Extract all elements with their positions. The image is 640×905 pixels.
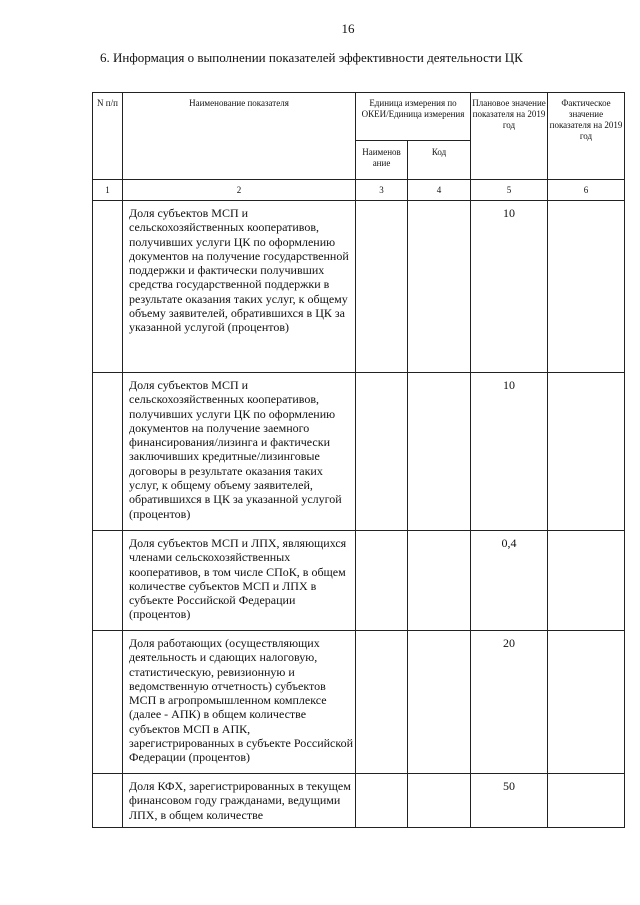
unit-name-cell <box>356 201 408 373</box>
row-num <box>93 373 123 531</box>
column-number: 6 <box>548 180 625 201</box>
unit-code-cell <box>408 631 471 774</box>
unit-name-cell <box>356 774 408 828</box>
table-row <box>93 631 625 774</box>
indicator-name: Доля работающих (осуществляющих деятельность и сдающих налоговую, статистическую, ревизионную и ведомственную отчетность) субъектов МСП в агропромышленном комплексе (далее - АПК) в общем количестве субъектов МСП в АПК, зарегистрированных в субъекте Российской Федерации (процентов) <box>123 631 356 774</box>
header-planned: Плановое значение показателя на 2019 год <box>471 93 548 180</box>
indicator-name: Доля КФХ, зарегистрированных в текущем финансовом году гражданами, ведущими ЛПХ, в общем количестве <box>123 774 356 828</box>
column-number: 2 <box>123 180 356 201</box>
unit-name-cell <box>356 631 408 774</box>
table-row <box>93 531 625 631</box>
unit-name-cell <box>356 373 408 531</box>
planned-value: 0,4 <box>471 531 548 631</box>
table-row <box>93 201 625 373</box>
planned-value: 50 <box>471 774 548 828</box>
indicator-name: Доля субъектов МСП и ЛПХ, являющихся членами сельскохозяйственных кооперативов, в том числе СПоК, в общем количестве субъектов МСП и ЛПХ в субъекте Российской Федерации (процентов) <box>123 531 356 631</box>
unit-name-cell <box>356 531 408 631</box>
header-unit-code: Код <box>408 141 471 180</box>
section-title: 6. Информация о выполнении показателей эффективности деятельности ЦК <box>100 50 523 65</box>
actual-value <box>548 201 625 373</box>
unit-code-cell <box>408 531 471 631</box>
planned-value: 20 <box>471 631 548 774</box>
indicators-table <box>92 92 625 828</box>
table-row <box>93 373 625 531</box>
header-row <box>93 93 625 141</box>
actual-value <box>548 531 625 631</box>
planned-value: 10 <box>471 373 548 531</box>
indicator-name: Доля субъектов МСП и сельскохозяйственных кооперативов, получивших услуги ЦК по оформлению документов на получение заемного финансирования/лизинга и фактически заключивших кредитные/лизинговые договоры в результате оказания таких услуг, к общему объему заявителей, обратившихся в ЦК за указанной услугой (процентов) <box>123 373 356 531</box>
row-num <box>93 774 123 828</box>
header-name: Наименование показателя <box>123 93 356 180</box>
table-row <box>93 774 625 828</box>
unit-code-cell <box>408 201 471 373</box>
header-unit-name: Наименов ание <box>356 141 408 180</box>
column-number: 5 <box>471 180 548 201</box>
actual-value <box>548 631 625 774</box>
planned-value: 10 <box>471 201 548 373</box>
indicator-name: Доля субъектов МСП и сельскохозяйственных кооперативов, получивших услуги ЦК по оформлению документов на получение государственной поддержки и фактически получивших средства государственной поддержки в результате оказания таких услуг, к общему объему заявителей, обратившихся в ЦК за указанной услугой (процентов) <box>123 201 356 373</box>
page-number: 16 <box>341 21 355 36</box>
row-num <box>93 631 123 774</box>
column-number: 4 <box>408 180 471 201</box>
header-unit-group: Единица измерения по ОКЕИ/Единица измерения <box>356 93 471 141</box>
column-number: 1 <box>93 180 123 201</box>
row-num <box>93 201 123 373</box>
unit-code-cell <box>408 774 471 828</box>
column-number: 3 <box>356 180 408 201</box>
actual-value <box>548 373 625 531</box>
actual-value <box>548 774 625 828</box>
row-num <box>93 531 123 631</box>
unit-code-cell <box>408 373 471 531</box>
header-actual: Фактическое значение показателя на 2019 год <box>548 93 625 180</box>
header-num: N п/п <box>93 93 123 180</box>
column-number-row <box>93 180 625 201</box>
